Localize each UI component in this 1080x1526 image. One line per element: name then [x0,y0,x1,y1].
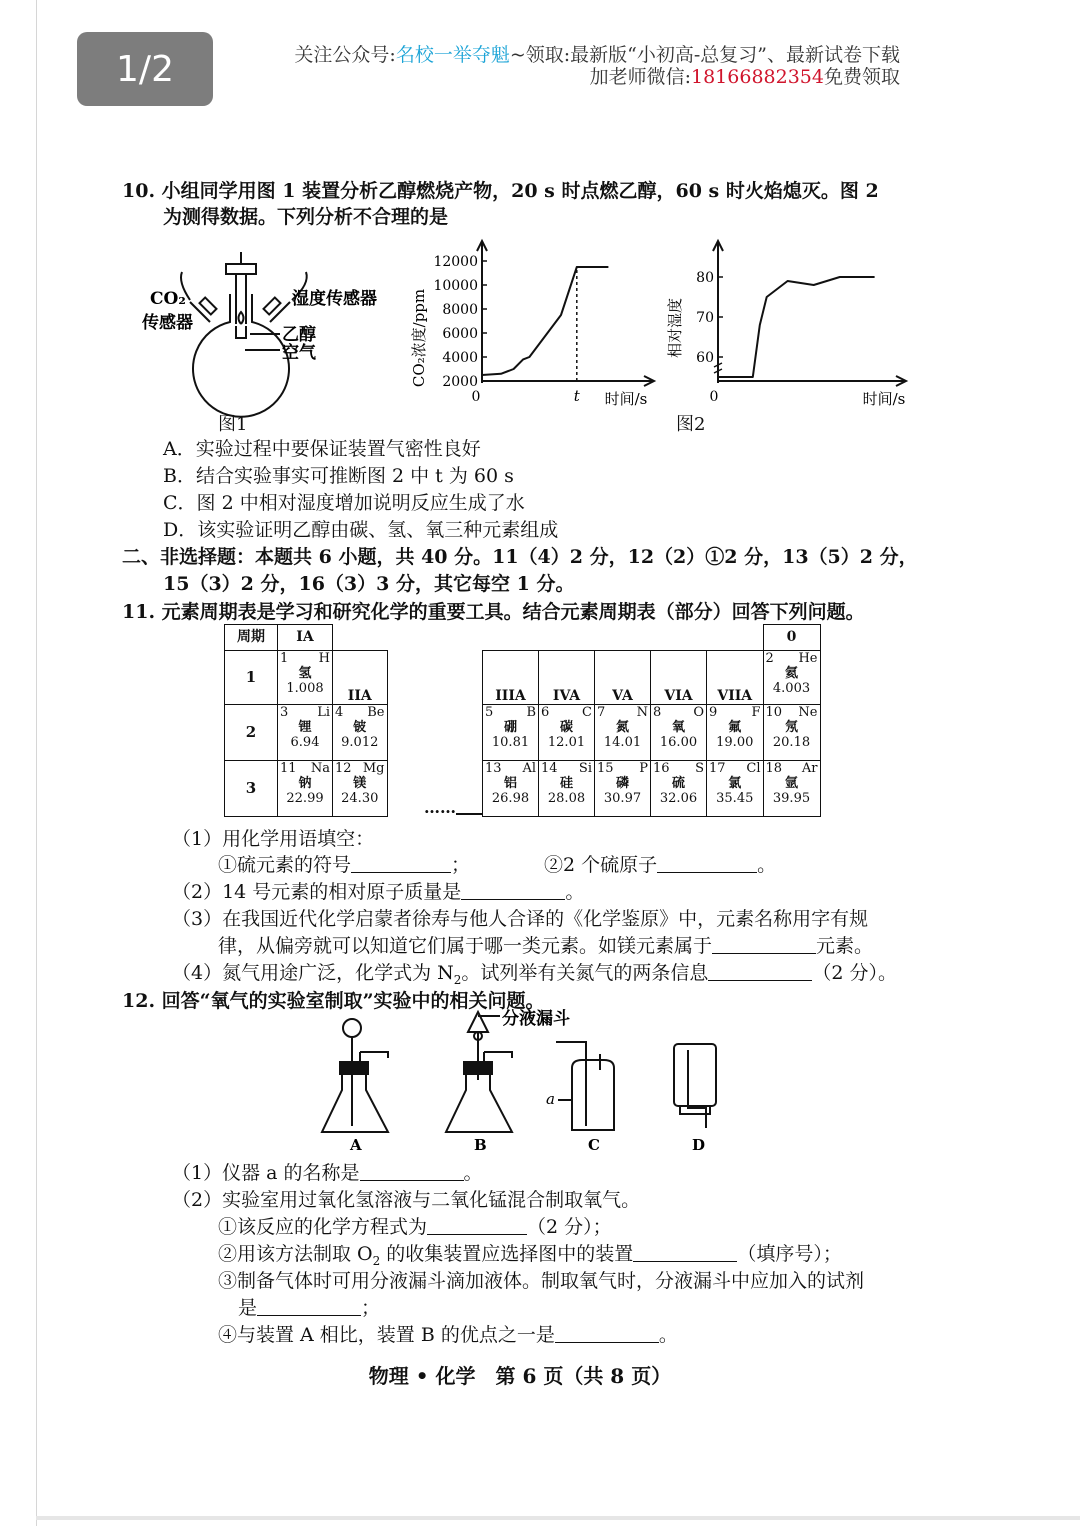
periodic-table-left [224,624,388,817]
section2-heading-line2: 15（3）2 分，16（3）3 分，其它每空 1 分。 [163,573,575,595]
atomic-number: 4 [335,705,344,720]
q12-part2d: ④与装置 A 相比，装置 B 的优点之一是 。 [218,1324,678,1346]
q11-part3-line1: （3）在我国近代化学启蒙者徐寿与他人合译的《化学鉴原》中，元素名称用字有规 [172,908,869,930]
promo-brand: 名校一举夺魁 [395,44,510,66]
element-c [539,705,595,761]
answer-blank-two-sulfur-atoms[interactable] [657,854,757,873]
element-na [278,761,333,817]
chart-humidity [660,228,920,413]
group-iva-header: IVA [539,651,595,705]
humidity-axis-ylabel: 相对湿度 [666,297,684,359]
period-3: 3 [225,761,278,817]
element-name: 镁 [353,776,367,791]
atomic-number: 14 [541,761,558,776]
figure-apparatus-abcd [300,1008,740,1156]
q12-part1: （1）仪器 a 的名称是 。 [172,1162,483,1184]
element-symbol: Li [317,705,330,720]
element-symbol: C [582,705,592,720]
element-name: 氯 [728,776,742,791]
y-tick-label: 12000 [433,254,478,270]
element-symbol: Si [578,761,592,776]
fig1-label-air: 空气 [282,343,316,363]
element-f [707,705,764,761]
element-symbol: B [526,705,536,720]
q11-part1: （1）用化学用语填空： [172,828,375,850]
fig1-label-humidity: 湿度传感器 [292,289,377,309]
element-name: 碳 [559,720,573,735]
x-tick-label: 0 [709,389,719,405]
element-be [333,705,388,761]
element-cl [707,761,764,817]
atomic-mass: 19.00 [716,735,754,750]
group-ia-header: IA [278,625,333,651]
apparatus-a [322,1019,388,1132]
atomic-number: 13 [485,761,502,776]
figure-1-apparatus [140,242,400,442]
element-ne [763,705,820,761]
element-o [651,705,707,761]
series-line [482,267,608,375]
q12-part2b: ②用该方法制取 $O_2$ 的收集装置应选择图中的装置 （填序号）； [218,1243,842,1268]
atomic-number: 2 [765,651,774,666]
atomic-number: 16 [653,761,670,776]
element-name: 氩 [784,776,798,791]
period-2: 2 [225,705,278,761]
atomic-number: 18 [765,761,783,776]
atomic-number: 12 [335,761,352,776]
atomic-mass: 10.81 [491,735,530,750]
element-s [651,761,707,817]
element-name: 氦 [784,666,798,681]
atomic-number: 1 [280,651,289,666]
element-name: 氖 [784,720,798,735]
table-ellipsis: …… [424,798,456,817]
fig1-label-sensor: 传感器 [142,313,193,333]
q12-part2a: ①该反应的化学方程式为 （2 分）； [218,1216,612,1238]
chart-co2 [400,228,665,413]
atomic-mass: 24.30 [341,791,379,806]
element-name: 氮 [615,720,629,735]
y-tick-label: 2000 [442,374,478,390]
element-li [278,705,333,761]
apparatus-d [674,1044,716,1128]
promo-line-1: 关注公众号:名校一举夺魁~领取:最新版“小初高-总复习”、最新试卷下载 [294,44,900,66]
element-name: 硅 [559,776,573,791]
element-symbol: Be [367,705,385,720]
atomic-mass: 16.00 [659,735,698,750]
answer-blank-nitrogen-info[interactable] [708,962,812,981]
page-bottom-edge [36,1516,1080,1520]
apparatus-b [446,1012,512,1132]
flask-stopper [226,264,256,274]
y-tick-label: 70 [696,310,714,326]
atomic-number: 3 [280,705,289,720]
element-symbol: O [693,705,704,720]
label-d: D [692,1136,706,1154]
q10-option-c: C．图 2 中相对湿度增加说明反应生成了水 [163,492,525,514]
atomic-number: 6 [541,705,550,720]
group-0-header: 0 [763,625,820,651]
label-c: C [588,1136,600,1154]
q12-part2: （2）实验室用过氧化氢溶液与二氧化锰混合制取氧气。 [172,1189,641,1211]
element-symbol: Ne [798,705,818,720]
atomic-mass: 30.97 [603,791,642,806]
element-ar [763,761,820,817]
y-tick-label: 4000 [442,350,478,366]
element-symbol: Na [310,761,330,776]
humidity-axis-xlabel: 时间/s [862,390,906,408]
atomic-mass: 1.008 [286,681,324,696]
atomic-number: 5 [485,705,494,720]
promo-line-2: 加老师微信:18166882354免费领取 [589,66,900,88]
element-symbol: He [798,651,818,666]
element-name: 氟 [728,720,742,735]
table-gap-line [456,813,482,815]
flame-icon [239,312,244,324]
element-name: 锂 [298,720,312,735]
element-name: 氢 [298,666,312,681]
q11-part1b: ②2 个硫原子 。 [544,854,777,876]
q11-part1a: ①硫元素的符号 ； [218,854,471,876]
t-tick-label: t [573,387,580,405]
element-symbol: S [695,761,704,776]
element-symbol: Ar [801,761,818,776]
y-tick-label: 10000 [433,278,478,294]
y-tick-label: 8000 [442,302,478,318]
series-line [718,277,875,377]
group-iia-header: IIA [333,651,388,705]
element-p [595,761,651,817]
element-al [483,761,539,817]
atomic-mass: 6.94 [290,735,320,750]
answer-blank-reagent[interactable] [257,1297,361,1316]
element-h [278,651,333,705]
x-tick-label: 0 [471,389,481,405]
page-left-edge [36,0,37,1526]
answer-blank-instrument-a[interactable] [360,1162,464,1181]
fig1-label-ethanol: 乙醇 [282,325,316,345]
atomic-number: 8 [653,705,662,720]
page-footer: 物理 • 化学 第 6 页（共 8 页） [368,1364,672,1388]
element-name: 硫 [671,776,685,791]
answer-blank-equation[interactable] [427,1216,527,1235]
atomic-mass: 26.98 [491,791,530,806]
atomic-mass: 22.99 [286,791,324,806]
atomic-number: 10 [765,705,783,720]
answer-blank-collection-device[interactable] [633,1243,737,1262]
atomic-mass: 14.01 [603,735,642,750]
element-name: 铍 [353,720,367,735]
atomic-mass: 12.01 [547,735,586,750]
answer-blank-sulfur-symbol[interactable] [351,854,451,873]
period-1: 1 [225,651,278,705]
element-symbol: H [318,651,330,666]
element-symbol: P [639,761,648,776]
q10-option-b: B．结合实验事实可推断图 2 中 t 为 60 s [163,465,514,487]
y-tick-label: 80 [696,270,714,286]
element-symbol: Cl [746,761,761,776]
answer-blank-si-mass[interactable] [461,881,565,900]
element-name: 氧 [671,720,685,735]
atomic-mass: 39.95 [772,791,811,806]
element-symbol: Al [522,761,536,776]
element-symbol: F [751,705,761,720]
period-header: 周期 [225,625,278,651]
q11-part3-line2: 律，从偏旁就可以知道它们属于哪一类元素。如镁元素属于 元素。 [218,935,874,957]
q10-option-a: A．实验过程中要保证装置气密性良好 [163,438,481,460]
q12-part2c-line2: 是 ； [238,1297,381,1319]
co2-axis-xlabel: 时间/s [604,390,648,408]
atomic-mass: 20.18 [772,735,811,750]
promo-phone: 18166882354 [691,66,824,88]
atomic-number: 7 [597,705,606,720]
element-symbol: N [636,705,648,720]
apparatus-c [556,1042,614,1130]
funnel-label: 分液漏斗 [502,1009,570,1029]
group-viia-header: VIIA [707,651,764,705]
q12-stem: 12. 回答“氧气的实验室制取”实验中的相关问题。 [122,990,545,1012]
atomic-number: 11 [280,761,297,776]
q10-stem-line1: 10. 小组同学用图 1 装置分析乙醇燃烧产物，20 s 时点燃乙醇，60 s 时火焰熄灭。图 2 [122,180,879,202]
answer-blank-advantage[interactable] [555,1324,659,1343]
y-tick-label: 6000 [442,326,478,342]
element-symbol: Mg [362,761,385,776]
element-name: 钠 [298,776,312,791]
element-name: 硼 [503,720,517,735]
element-name: 磷 [615,776,629,791]
element-n [595,705,651,761]
atomic-mass: 32.06 [659,791,698,806]
atomic-mass: 4.003 [772,681,811,696]
atomic-number: 9 [709,705,718,720]
element-b [483,705,539,761]
section2-heading-line1: 二、非选择题：本题共 6 小题，共 40 分。11（4）2 分，12（2）①2 分，13（5）2 分， [122,546,918,568]
atomic-number: 15 [597,761,614,776]
atomic-number: 17 [709,761,726,776]
fig2-caption: 图2 [676,414,706,435]
y-tick-label: 60 [696,350,714,366]
periodic-table-right [482,624,821,817]
atomic-mass: 28.08 [547,791,586,806]
answer-blank-element-type[interactable] [712,935,816,954]
page-indicator: 1/2 [77,32,213,106]
fig1-label-co2: CO₂ [150,289,186,309]
element-he [763,651,820,705]
element-name: 铝 [503,776,517,791]
fig1-caption: 图1 [218,414,248,435]
q11-part4: （4）氮气用途广泛，化学式为 $N_2$。试列举有关氮气的两条信息 （2 分）。 [172,962,898,987]
co2-axis-ylabel: CO₂浓度/ppm [410,288,428,388]
q10-stem-line2: 为测得数据。下列分析不合理的是 [163,206,449,228]
label-instrument-a: a [546,1090,555,1108]
label-a: A [350,1136,362,1154]
q10-option-d: D．该实验证明乙醇由碳、氢、氧三种元素组成 [163,519,559,541]
label-b: B [474,1136,487,1154]
atomic-mass: 35.45 [716,791,754,806]
group-via-header: VIA [651,651,707,705]
group-iiia-header: IIIA [483,651,539,705]
element-si [539,761,595,817]
q12-part2c-line1: ③制备气体时可用分液漏斗滴加液体。制取氧气时，分液漏斗中应加入的试剂 [218,1270,865,1292]
atomic-mass: 9.012 [341,735,379,750]
group-va-header: VA [595,651,651,705]
element-mg [333,761,388,817]
q11-part2: （2）14 号元素的相对原子质量是 。 [172,881,585,903]
q11-stem: 11. 元素周期表是学习和研究化学的重要工具。结合元素周期表（部分）回答下列问题。 [122,601,865,623]
